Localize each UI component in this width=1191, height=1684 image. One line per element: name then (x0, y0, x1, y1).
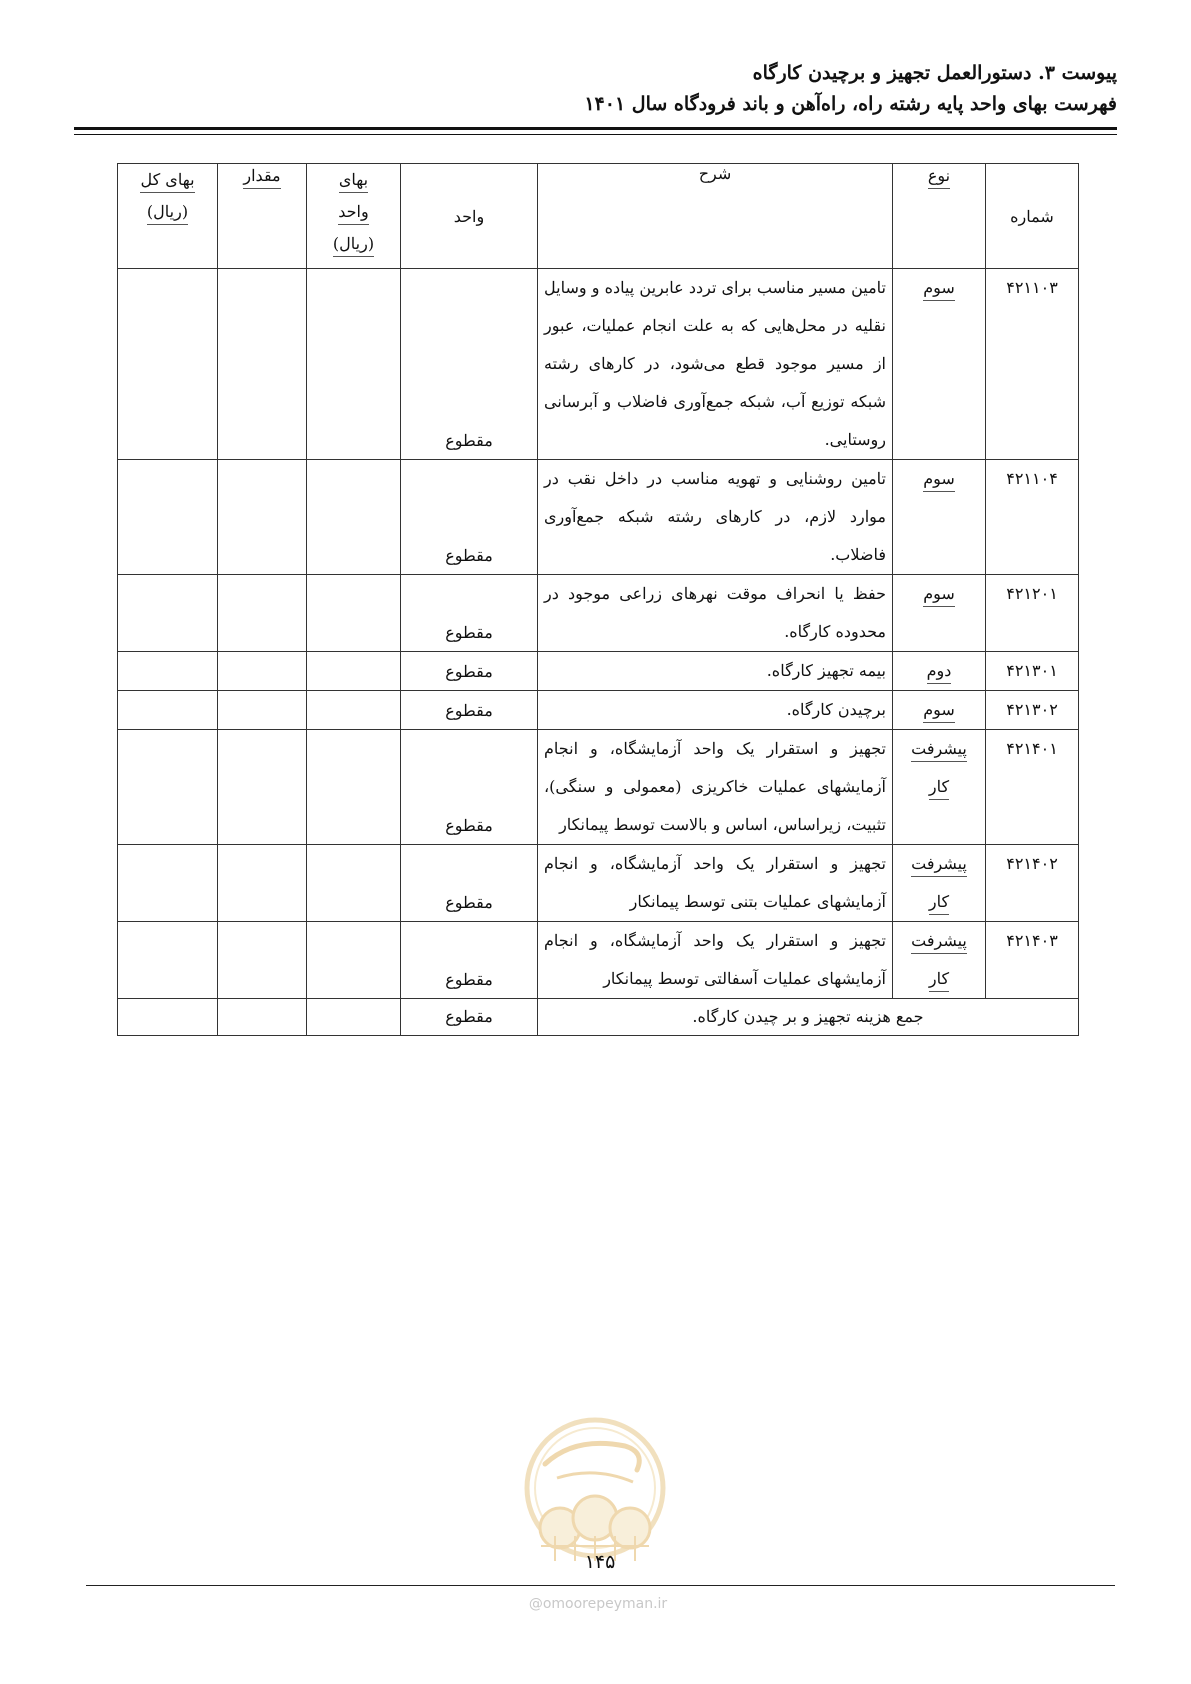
row-type-text: کار (929, 890, 949, 915)
table-row (118, 575, 1079, 652)
row-type-text: دوم (927, 659, 952, 684)
row-type-text: سوم (923, 698, 955, 723)
row-type (893, 652, 986, 691)
row-description: بیمه تجهیز کارگاه. (538, 652, 893, 691)
row-type-line (899, 460, 979, 498)
row-number: ۴۲۱۳۰۲ (986, 691, 1079, 730)
row-number: ۴۲۱۴۰۱ (986, 730, 1079, 845)
header-description: شرح (538, 164, 893, 269)
row-quantity (218, 845, 307, 922)
row-description: برچیدن کارگاه. (538, 691, 893, 730)
table-body (118, 269, 1079, 1036)
summary-total (118, 999, 218, 1036)
page-number: ۱۴۵ (584, 1551, 616, 1573)
table-row (118, 691, 1079, 730)
row-unit: مقطوع (401, 460, 538, 575)
table-row (118, 460, 1079, 575)
header-total-line2: (ریال) (124, 196, 211, 228)
seal-logo (505, 1416, 685, 1566)
table-row (118, 922, 1079, 999)
row-total (118, 269, 218, 460)
row-total (118, 730, 218, 845)
row-unit: مقطوع (401, 922, 538, 999)
row-type-line (899, 730, 979, 768)
price-table (117, 163, 1079, 1036)
row-total (118, 652, 218, 691)
row-type-text: پیشرفت (911, 852, 967, 877)
header-unit-price-line1: بهای (313, 164, 394, 196)
table-row (118, 730, 1079, 845)
row-type-text: سوم (923, 276, 955, 301)
table-row (118, 269, 1079, 460)
row-type-line (899, 845, 979, 883)
row-unit-price (307, 652, 401, 691)
row-total (118, 460, 218, 575)
row-type-line (899, 768, 979, 806)
header-unit-price-line2: واحد (313, 196, 394, 228)
row-number: ۴۲۱۱۰۳ (986, 269, 1079, 460)
row-number: ۴۲۱۴۰۲ (986, 845, 1079, 922)
summary-unit: مقطوع (401, 999, 538, 1036)
row-type (893, 269, 986, 460)
row-quantity (218, 691, 307, 730)
row-number: ۴۲۱۲۰۱ (986, 575, 1079, 652)
row-unit-price (307, 730, 401, 845)
row-type-text: پیشرفت (911, 737, 967, 762)
row-quantity (218, 269, 307, 460)
table-row (118, 652, 1079, 691)
table-row (118, 845, 1079, 922)
header-total-line1: بهای کل (124, 164, 211, 196)
header-quantity: مقدار (218, 164, 307, 269)
row-unit-price (307, 269, 401, 460)
row-type-text: سوم (923, 582, 955, 607)
row-type-text: کار (929, 967, 949, 992)
row-quantity (218, 652, 307, 691)
row-type (893, 575, 986, 652)
row-unit-price (307, 922, 401, 999)
row-number: ۴۲۱۱۰۴ (986, 460, 1079, 575)
row-unit: مقطوع (401, 575, 538, 652)
row-total (118, 575, 218, 652)
row-total (118, 845, 218, 922)
row-total (118, 922, 218, 999)
price-list-title: فهرست بهای واحد پایه رشته راه، راه‌آهن و باند فرودگاه سال ۱۴۰۱ (584, 93, 1117, 115)
row-number: ۴۲۱۴۰۳ (986, 922, 1079, 999)
row-unit-price (307, 845, 401, 922)
row-type (893, 460, 986, 575)
row-type-line (899, 883, 979, 921)
watermark-text: @omoorepeyman.ir (528, 1596, 668, 1612)
summary-description: جمع هزینه تجهیز و بر چیدن کارگاه. (538, 999, 1079, 1036)
header-unit-price (307, 164, 401, 269)
row-description: تجهیز و استقرار یک واحد آزمایشگاه، و انجام آزمایشهای عملیات آسفالتی توسط پیمانکار (538, 922, 893, 999)
summary-row (118, 999, 1079, 1036)
row-type-text: سوم (923, 467, 955, 492)
row-description: تجهیز و استقرار یک واحد آزمایشگاه، و انجام آزمایشهای عملیات بتنی توسط پیمانکار (538, 845, 893, 922)
row-unit-price (307, 460, 401, 575)
row-type-line (899, 960, 979, 998)
row-quantity (218, 730, 307, 845)
header-total (118, 164, 218, 269)
row-type-line (899, 922, 979, 960)
header-rule-thick (74, 127, 1117, 130)
row-quantity (218, 922, 307, 999)
row-type-text: کار (929, 775, 949, 800)
header-unit-price-line3: (ریال) (313, 228, 394, 260)
row-description: تجهیز و استقرار یک واحد آزمایشگاه، و انجام آزمایشهای عملیات خاکریزی (معمولی و سنگی)، تثبیت، زیراساس، اساس و بالاست توسط پیمانکار (538, 730, 893, 845)
row-unit: مقطوع (401, 845, 538, 922)
row-type (893, 730, 986, 845)
row-unit: مقطوع (401, 691, 538, 730)
row-unit: مقطوع (401, 652, 538, 691)
row-type-line (899, 652, 979, 690)
row-type-line (899, 269, 979, 307)
header-rule-thin (74, 134, 1117, 135)
footer-rule (86, 1585, 1115, 1586)
row-total (118, 691, 218, 730)
row-description: تامین مسیر مناسب برای تردد عابرین پیاده و وسایل نقلیه در محل‌هایی که به علت انجام عملیات، عبور از مسیر موجود قطع می‌شود، در کارهای رشته شبکه توزیع آب، شبکه جمع‌آوری فاضلاب و آبرسانی روستایی. (538, 269, 893, 460)
row-type-line (899, 691, 979, 729)
row-unit: مقطوع (401, 730, 538, 845)
page-header (584, 58, 1117, 120)
row-unit-price (307, 575, 401, 652)
row-number: ۴۲۱۳۰۱ (986, 652, 1079, 691)
row-unit: مقطوع (401, 269, 538, 460)
appendix-title: پیوست ۳. دستورالعمل تجهیز و برچیدن کارگاه (752, 62, 1117, 84)
row-type (893, 922, 986, 999)
table-header-row (118, 164, 1079, 269)
summary-unit-price (307, 999, 401, 1036)
row-type-line (899, 575, 979, 613)
header-number: شماره (986, 164, 1079, 269)
row-type-text: پیشرفت (911, 929, 967, 954)
row-quantity (218, 460, 307, 575)
header-type: نوع (893, 164, 986, 269)
row-unit-price (307, 691, 401, 730)
row-description: تامین روشنایی و تهویه مناسب در داخل نقب در موارد لازم، در کارهای رشته شبکه جمع‌آوری فاضلاب. (538, 460, 893, 575)
row-type (893, 691, 986, 730)
row-description: حفظ یا انحراف موقت نهرهای زراعی موجود در محدوده کارگاه. (538, 575, 893, 652)
header-unit: واحد (401, 164, 538, 269)
summary-quantity (218, 999, 307, 1036)
row-quantity (218, 575, 307, 652)
row-type (893, 845, 986, 922)
